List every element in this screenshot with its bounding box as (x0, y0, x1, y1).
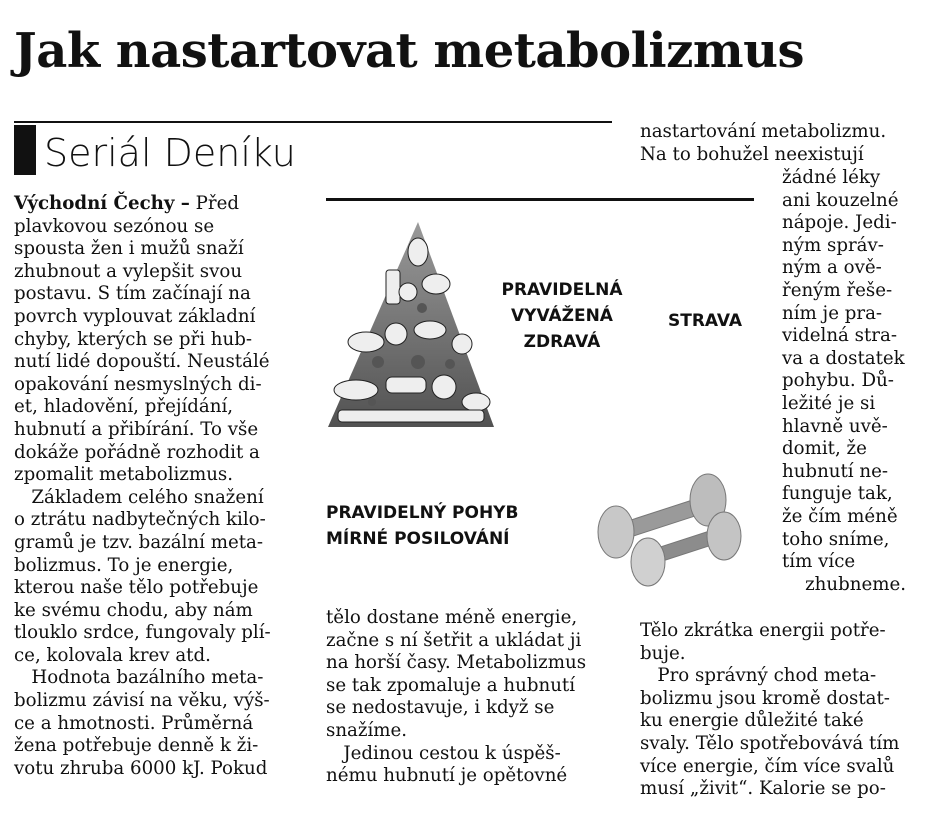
text-line: gramů je tzv. bazální meta- (14, 531, 264, 553)
text-line: ným a ově- (782, 257, 882, 279)
text-line: ležité je si (782, 392, 876, 414)
text-line: hlavně uvě- (782, 415, 888, 437)
text-line: se nedostavuje, i když se (326, 697, 555, 719)
text-line: se tak zpomaluje a hubnutí (326, 674, 576, 696)
text-line: musí „živit“. Kalorie se po- (640, 778, 886, 800)
text-line: votu zhruba 6000 kJ. Pokud (14, 757, 268, 779)
text-line: Na to bohužel neexistují (640, 143, 864, 165)
column-2 (326, 607, 586, 788)
pyramid-label (484, 277, 640, 355)
text-line: o ztrátu nadbytečných kilo- (14, 509, 266, 531)
column-1 (14, 193, 271, 780)
text-line: Pro správný chod meta- (640, 665, 877, 687)
text-line: pohybu. Dů- (782, 370, 894, 392)
text-line: nápoje. Jedi- (782, 212, 897, 234)
text-line: na horší časy. Metabolizmus (326, 652, 587, 674)
graphic-label-line: MÍRNÉ POSILOVÁNÍ (326, 529, 510, 549)
text-line: hubnutí a přibírání. To vše (14, 418, 259, 440)
text-line: Tělo zkrátka energii potře- (640, 620, 886, 641)
text-line: žena potřebuje denně k ži- (14, 735, 259, 757)
text-line: postavu. S tím začínají na (14, 283, 251, 305)
text-line: et, hladovění, přejídání, (14, 396, 234, 418)
text-line: buje. (640, 642, 686, 664)
column-1-line (14, 193, 271, 216)
text-line: Jedinou cestou k úspěš- (326, 742, 561, 764)
series-title: Seriál Deníku (44, 131, 296, 175)
text-line: nému hubnutí je opětovné (326, 765, 568, 787)
text-line: ani kouzelné (782, 189, 899, 211)
dumbbells-image (588, 470, 748, 590)
text-line: chyby, kterých se při hub- (14, 328, 253, 350)
movement-label (326, 500, 518, 552)
graphic-label-line: VYVÁŽENÁ (511, 306, 613, 326)
text-line: začne s ní šetřit a ukládat ji (326, 629, 582, 651)
text-line: ce, kolovala krev atd. (14, 644, 211, 666)
food-pyramid-image (326, 212, 496, 432)
text-line: spousta žen i mužů snaží (14, 238, 244, 260)
text-line: tělo dostane méně energie, (326, 607, 578, 628)
text-line: bolizmu závisí na věku, výš- (14, 690, 270, 712)
text-line: tlouklo srdce, fungovaly plí- (14, 622, 271, 644)
column-3-bottom (640, 620, 899, 801)
text-line: bolizmus. To je energie, (14, 554, 234, 576)
text-line: ce a hmotnosti. Průměrná (14, 712, 254, 734)
text-line: nastartování metabolizmu. (640, 121, 887, 142)
text-line: povrch vyplouvat základní (14, 305, 256, 327)
text-line: ku energie důležité také (640, 710, 864, 732)
text-line: videlná stra- (782, 325, 897, 347)
text-line: va a dostatek (782, 347, 905, 369)
text-line: ke svému chodu, aby nám (14, 599, 253, 621)
text-line: toho sníme, (782, 528, 890, 550)
text-line: plavkovou sezónou se (14, 215, 215, 237)
text-line: funguje tak, (782, 483, 893, 505)
strava-label: STRAVA (668, 311, 743, 331)
dateline: Východní Čechy – (14, 193, 190, 214)
text-line: Před (189, 193, 240, 214)
text-line: Hodnota bazálního meta- (14, 667, 264, 689)
graphic-top-rule (326, 198, 754, 201)
text-line: více energie, čím více svalů (640, 755, 895, 777)
text-line: tím více (782, 551, 856, 573)
text-line: nutí lidé dopouští. Neustálé (14, 351, 270, 373)
header-divider (14, 121, 612, 123)
graphic-label-line: PRAVIDELNÁ (501, 280, 623, 300)
series-marker (14, 125, 36, 175)
column-3-top (640, 121, 886, 166)
text-line: řeným řeše- (782, 279, 893, 301)
text-line: kterou naše tělo potřebuje (14, 577, 259, 599)
text-line: ným správ- (782, 234, 884, 256)
graphic-label-line: ZDRAVÁ (523, 332, 601, 352)
text-line: zhubneme. (805, 573, 906, 595)
headline: Jak nastartovat metabolizmus (14, 23, 805, 79)
text-line: bolizmu jsou kromě dostat- (640, 687, 890, 709)
text-line: žádné léky (782, 167, 881, 188)
graphic-label-line: PRAVIDELNÝ POHYB (326, 503, 519, 523)
text-line: opakování nesmyslných di- (14, 373, 262, 395)
text-line: že čím méně (782, 505, 898, 527)
text-line: zpomalit metabolizmus. (14, 464, 234, 486)
text-line: zhubnout a vylepšit svou (14, 260, 243, 282)
text-line: Základem celého snažení (14, 486, 264, 508)
text-line: ním je pra- (782, 302, 883, 324)
text-line: snažíme. (326, 719, 408, 741)
column-3-narrow (782, 167, 914, 596)
text-line: svaly. Tělo spotřebovává tím (640, 732, 900, 754)
text-line: domit, že (782, 438, 867, 460)
text-line: dokáže pořádně rozhodit a (14, 441, 260, 463)
text-line: hubnutí ne- (782, 460, 889, 482)
